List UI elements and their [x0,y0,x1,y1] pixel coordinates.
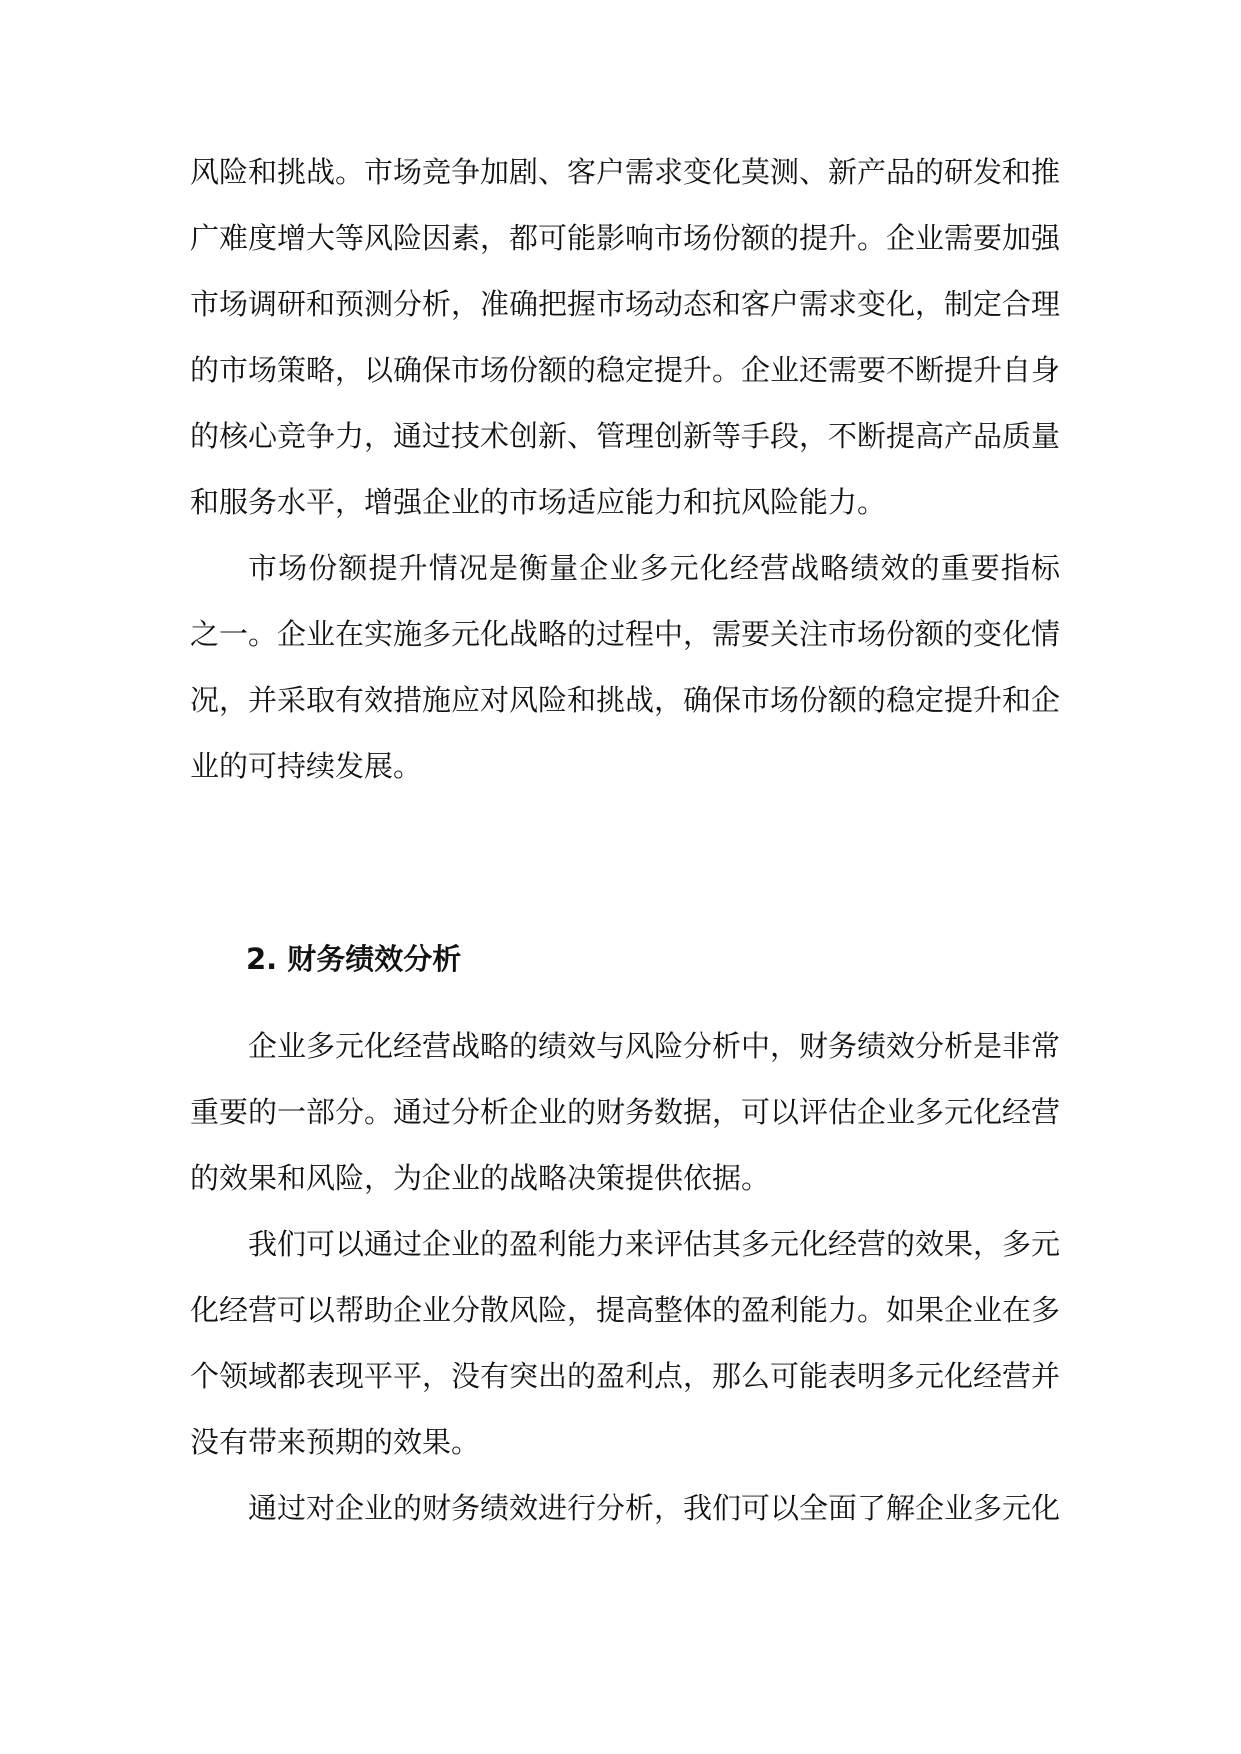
paragraph-line: 广难度增大等风险因素，都可能影响市场份额的提升。企业需要加强 [190,221,1061,255]
paragraph-line: 市场调研和预测分析，准确把握市场动态和客户需求变化，制定合理 [190,287,1061,321]
paragraph-line: 业的可持续发展。 [190,749,423,783]
paragraph-line: 没有带来预期的效果。 [190,1425,481,1459]
paragraph-line: 的效果和风险，为企业的战略决策提供依据。 [190,1161,771,1195]
paragraph-line: 的市场策略，以确保市场份额的稳定提升。企业还需要不断提升自身 [190,353,1061,387]
paragraph-line: 我们可以通过企业的盈利能力来评估其多元化经营的效果，多元 [248,1227,1061,1261]
paragraph-line: 之一。企业在实施多元化战略的过程中，需要关注市场份额的变化情 [190,617,1061,651]
paragraph-line: 风险和挑战。市场竞争加剧、客户需求变化莫测、新产品的研发和推 [190,155,1061,189]
section-heading: 2. 财务绩效分析 [246,942,462,976]
paragraph-line: 的核心竞争力，通过技术创新、管理创新等手段，不断提高产品质量 [190,419,1061,453]
paragraph-line: 况，并采取有效措施应对风险和挑战，确保市场份额的稳定提升和企 [190,683,1061,717]
paragraph-line: 和服务水平，增强企业的市场适应能力和抗风险能力。 [190,485,887,519]
paragraph-line: 个领域都表现平平，没有突出的盈利点，那么可能表明多元化经营并 [190,1359,1061,1393]
paragraph-line: 化经营可以帮助企业分散风险，提高整体的盈利能力。如果企业在多 [190,1293,1061,1327]
paragraph-line: 市场份额提升情况是衡量企业多元化经营战略绩效的重要指标 [248,551,1060,585]
paragraph-line: 重要的一部分。通过分析企业的财务数据，可以评估企业多元化经营 [190,1095,1061,1129]
paragraph-line: 企业多元化经营战略的绩效与风险分析中，财务绩效分析是非常 [248,1029,1061,1063]
paragraph-line: 通过对企业的财务绩效进行分析，我们可以全面了解企业多元化 [248,1491,1061,1525]
